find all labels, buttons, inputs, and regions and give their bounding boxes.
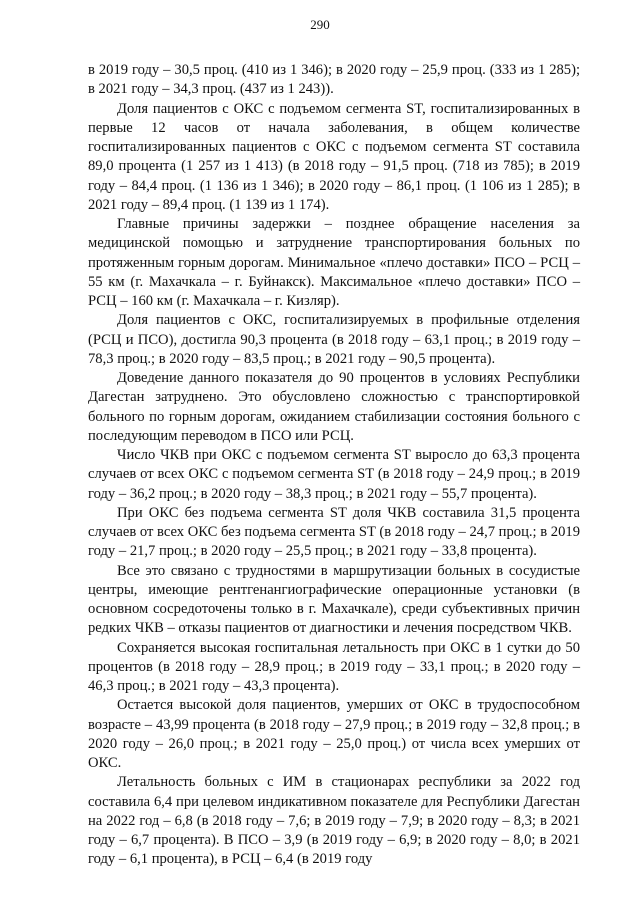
paragraph-10: Остается высокой доля пациентов, умерших от ОКС в трудоспособном возрасте – 43,99 процента (в 2018 году – 27,9 проц.; в 2019 году – 32,8 проц.; в 2020 году – 26,0 проц.; в 2021 году – 25,0 проц.) от числа всех умерших от ОКС. xyxy=(88,697,580,771)
paragraph-3: Главные причины задержки – позднее обращение населения за медицинской помощью и затруднение транспортирования больных по протяженным горным дорогам. Минимальное «плечо доставки» ПСО – РСЦ – 55 км (г. Махачкала – г. Буйнакск). Максимальное «плечо доставки» ПСО –РСЦ – 160 км (г. Махачкала – г. Кизляр). xyxy=(88,216,580,309)
paragraph-6: Число ЧКВ при ОКС с подъемом сегмента ST выросло до 63,3 процента случаев от всех ОКС с подъемом сегмента ST (в 2018 году – 24,9 проц.; в 2019 году – 36,2 проц.; в 2020 году – 38,3 проц.; в 2021 году – 55,7 процента). xyxy=(88,447,580,502)
paragraph-5: Доведение данного показателя до 90 процентов в условиях Республики Дагестан затруднено. Это обусловлено сложностью с транспортировкой больного по горным дорогам, ожиданием стабилизации состояния больного с последующим переводом в ПСО или РСЦ. xyxy=(88,370,580,444)
paragraph-4: Доля пациентов с ОКС, госпитализируемых в профильные отделения (РСЦ и ПСО), достигла 90,3 процента (в 2018 году – 63,1 проц.; в 2019 году – 78,3 проц.; в 2020 году – 83,5 проц.; в 2021 году – 90,5 процента). xyxy=(88,312,580,367)
paragraph-2: Доля пациентов с ОКС с подъемом сегмента ST, госпитализированных в первые 12 часов от начала заболевания, в общем количестве госпитализированных пациентов с ОКС с подъемом сегмента ST составила 89,0 процента (1 257 из 1 413) (в 2018 году – 91,5 проц. (718 из 785); в 2019 году – 84,4 проц. (1 136 из 1 346); в 2020 году – 86,1 проц. (1 106 из 1 285); в 2021 году – 89,4 проц. (1 139 из 1 174). xyxy=(88,100,580,213)
paragraph-9: Сохраняется высокая госпитальная летальность при ОКС в 1 сутки до 50 процентов (в 2018 году – 28,9 проц.; в 2019 году – 33,1 проц.; в 2020 году – 46,3 проц.; в 2021 году – 43,3 процента). xyxy=(88,639,580,694)
paragraph-1: в 2019 году – 30,5 проц. (410 из 1 346); в 2020 году – 25,9 проц. (333 из 1 285); в 2021 году – 34,3 проц. (437 из 1 243)). xyxy=(88,62,580,98)
paragraph-11: Летальность больных с ИМ в стационарах республики за 2022 год составила 6,4 при целевом индикативном показателе для Республики Дагестан на 2022 год – 6,8 (в 2018 году – 7,6; в 2019 году – 7,9; в 2020 году – 8,3; в 2021 году – 6,7 процента). В ПСО – 3,9 (в 2019 году – 6,9; в 2020 году – 8,0; в 2021 году – 6,1 процента), в РСЦ – 6,4 (в 2019 году xyxy=(88,774,580,868)
paragraph-8: Все это связано с трудностями в маршрутизации больных в сосудистые центры, имеющие рентгенангиографические операционные установки (в основном сосредоточены только в г. Махачкале), среди субъективных причин редких ЧКВ – отказы пациентов от диагностики и лечения посредством ЧКВ. xyxy=(88,562,580,637)
paragraph-7: При ОКС без подъема сегмента ST доля ЧКВ составила 31,5 процента случаев от всех ОКС без подъема сегмента ST (в 2018 году – 24,7 проц.; в 2019 году – 21,7 проц.; в 2020 году – 25,5 проц.; в 2021 году – 33,8 процента). xyxy=(88,504,580,560)
document-body xyxy=(88,61,580,870)
page-number: 290 xyxy=(310,17,330,32)
